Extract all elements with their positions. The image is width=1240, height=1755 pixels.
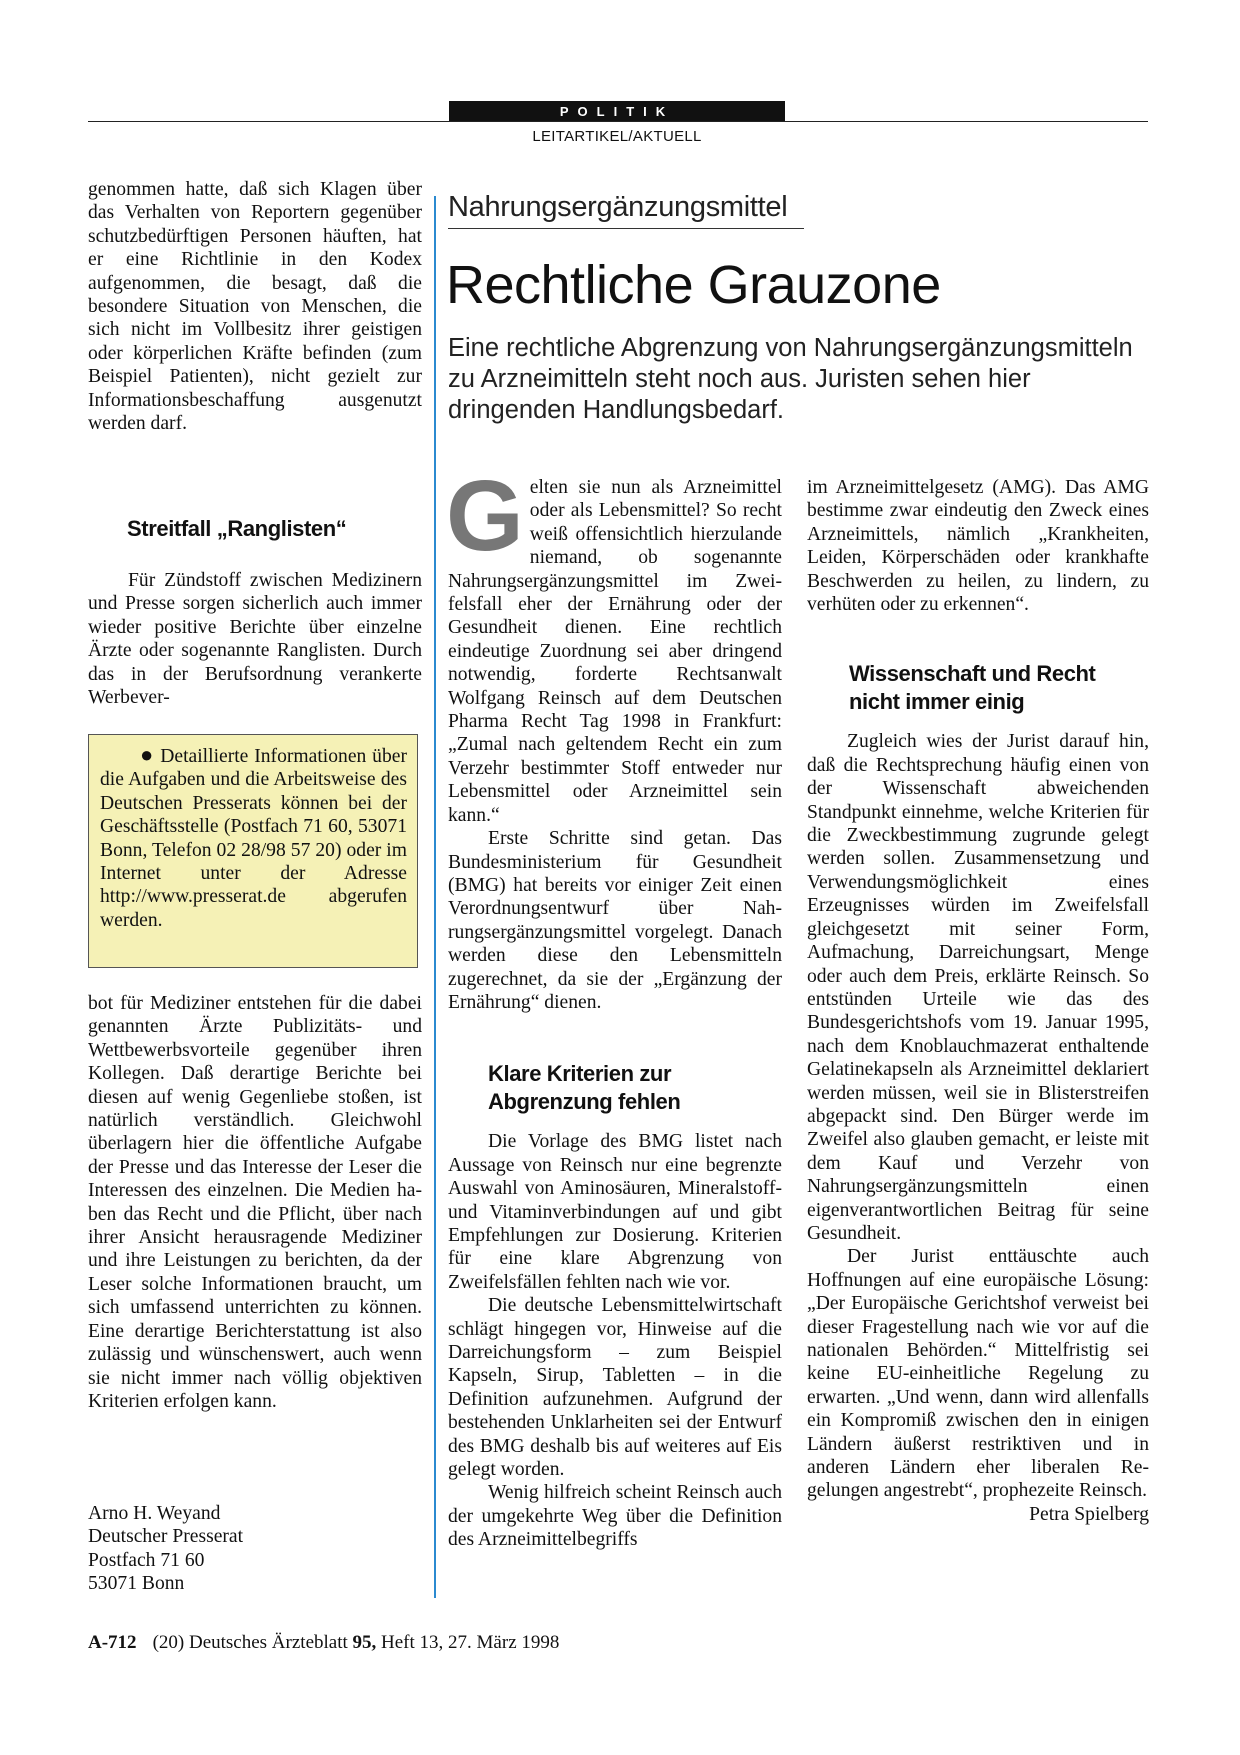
header-rule bbox=[88, 121, 1148, 122]
right-paragraph-3-text: Der Jurist enttäuschte auch Hoffnungen auf eine europäische Lösung: „Der Europäische Gerichtshof verweist bei dieser Fragestellung nach wie vor auf die nationalen Behörden.“ Mittelfristig sei keine EU-einheitliche Regelung zu erwarten. „Und wenn, dann wird allenfalls ein Kompromiß zwischen den in einigen Ländern äußerst restriktiven und in anderen Ländern eher liberalen Regelungen angestrebt“, prophezeite Reinsch. bbox=[807, 1246, 1149, 1502]
middle-paragraph-3: Die Vorlage des BMG listet nach Aussage von Reinsch nur eine begrenzte Auswahl von Aminosäuren, Mineralstoff- und Vitaminverbindungen auf und gibt Empfehlungen zur Dosierung. Kriterien für eine klare Abgrenzung von Zweifelsfällen fehlten nach wie vor. bbox=[448, 1131, 782, 1293]
right-paragraph-1: im Arzneimittelgesetz (AMG). Das AMG bestimme zwar eindeutig den Zweck eines Arzneimittels, nämlich „Krankheiten, Leiden, Körperschäden oder krankhafte Beschwerden zu heilen, zu lindern, zu verhüten oder zu erkennen“. bbox=[807, 477, 1149, 616]
right-column bbox=[807, 476, 1149, 1526]
middle-column bbox=[446, 460, 782, 1552]
middle-paragraph-1 bbox=[446, 460, 782, 827]
article-headline: Rechtliche Grauzone bbox=[446, 255, 941, 315]
left-column-top bbox=[88, 178, 422, 435]
signoff-city: 53071 Bonn bbox=[88, 1573, 185, 1595]
left-subhead: Streitfall „Ranglisten“ bbox=[127, 516, 347, 541]
right-paragraph-3 bbox=[807, 1245, 1149, 1525]
left-column-bottom bbox=[88, 992, 422, 1413]
signoff-block bbox=[88, 1502, 243, 1596]
column-divider bbox=[434, 196, 436, 1598]
right-paragraph-2: Zugleich wies der Jurist darauf hin, daß die Rechtsprechung häufig einen von der Wissenschaft abweichenden Standpunkt einnehme, welche Kriterien für die Zweckbestimmung zugrunde gelegt werden sollen. Zusammensetzung und Verwendungsmöglichkeit eines Erzeugnisses würden im Zweifelsfall gleichgesetzt mit seiner Form, Aufmachung, Darreichungsart, Menge oder auch dem Preis, erklärte Reinsch. So entstünden Urteile wie das des Bundesgerichtshofs vom 19. Januar 1995, nach dem Knoblauchmazerat enthaltende Gelatinekapseln als Arzneimittel deklariert werden müssen, weil sie in Blisterstreifen abgepackt sind. Den Bürger werde im Zweifel also glauben gemacht, er leiste mit dem Kauf und Verzehr von Nahrungsergänzungsmitteln einen eigenverantwortlichen Beitrag für seine Gesundheit. bbox=[807, 731, 1149, 1244]
section-label: POLITIK bbox=[449, 101, 785, 122]
subsection-label: LEITARTIKEL/AKTUELL bbox=[532, 128, 702, 145]
left-paragraph-3: bot für Mediziner entstehen für die dabei genannten Ärzte Publizitäts- und Wettbewerbsvorteile gegenüber ihren Kollegen. Daß derartige Berichte bei diesen auf wenig Gegenliebe stoßen, ist natürlich verständlich. Gleichwohl überlagern hier die öffentliche Aufgabe der Presse und das Interesse der Leser die Interessen des einzelnen. Die Medien haben das Recht und die Pflicht, über nach ihrer Ansicht herausragende Mediziner und ihre Leistungen zu berichten, da der Leser solche Informationen braucht, um sich umfassend unterrichten zu können. Eine derartige Berichterstattung ist also zulässig und wünschenswert, auch wenn sie nicht immer nach völlig objektiven Kriterien erfolgen kann. bbox=[88, 993, 422, 1412]
page-footer bbox=[88, 1632, 559, 1654]
middle-paragraph-1-text: elten sie nun als Arzneimittel oder als Lebensmittel? So recht weiß offensichtlich hierzulande niemand, ob sogenannte Nahrungsergänzungsmittel im Zweifelsfall eher der Ernährung oder der Gesundheit dienen. Eine rechtlich eindeutige Zuordnung sei aber dringend notwendig, forderte Rechtsanwalt Wolfgang Reinsch auf dem Deutschen Pharma Recht Tag 1998 in Frankfurt: „Zumal nach geltendem Recht ein zum Verzehr bestimmter Stoff entweder nur Lebensmittel oder Arzneimittel sein kann.“ bbox=[448, 477, 782, 826]
middle-subhead: Klare Kriterien zur Abgrenzung fehlen bbox=[488, 1061, 681, 1115]
info-box bbox=[88, 734, 418, 968]
article-author: Petra Spielberg bbox=[1029, 1503, 1149, 1525]
page-code: A-712 bbox=[88, 1632, 137, 1653]
left-paragraph-2: Für Zündstoff zwischen Medizinern und Presse sorgen sicherlich auch immer wieder positive Berichte über einzelne Ärzte oder sogenannte Ranglisten. Durch das in der Berufsordnung verankerte Werbever- bbox=[88, 570, 422, 709]
signoff-postbox: Postfach 71 60 bbox=[88, 1549, 205, 1571]
middle-paragraph-5: Wenig hilfreich scheint Reinsch auch der umgekehrte Weg über die Definition des Arzneimittelbegriffs bbox=[448, 1482, 782, 1551]
middle-paragraph-4: Die deutsche Lebensmittelwirtschaft schlägt hingegen vor, Hinweise auf die Darreichungsform – zum Beispiel Kapseln, Sirup, Tabletten – in die Definition aufzunehmen. Aufgrund der bestehenden Unklarheiten sei der Entwurf des BMG deshalb bis auf weiteres auf Eis gelegt worden. bbox=[448, 1295, 782, 1481]
footer-citation: (20) Deutsches Ärzteblatt bbox=[152, 1632, 348, 1653]
footer-volume: 95, bbox=[352, 1632, 377, 1653]
signoff-name: Arno H. Weyand bbox=[88, 1503, 221, 1524]
bullet-icon: ● bbox=[140, 742, 155, 767]
right-subhead: Wissenschaft und Recht nicht immer einig bbox=[849, 661, 1096, 715]
left-paragraph-1: genommen hatte, daß sich Klagen über das Verhalten von Reportern gegenüber schutzbedürftigen Personen häuften, hat er eine Richtlinie in den Kodex aufgenommen, die besagt, daß die besondere Situation von Menschen, die sich nicht im Vollbesitz ihrer geistigen oder körperlichen Kräfte befinden (zum Beispiel Patienten), nicht gezielt zur Informationsbeschaffung ausgenutzt werden darf. bbox=[88, 179, 422, 435]
info-box-text: Detaillierte Informationen über die Aufgaben und die Arbeitsweise des Deutschen Presserats können bei der Geschäftsstelle (Postfach 71 60, 53071 Bonn, Telefon 02 28/98 57 20) oder im Internet unter der Adresse http://www.presserat.de abgerufen werden. bbox=[100, 746, 407, 931]
drop-cap: G bbox=[446, 460, 524, 572]
middle-paragraph-2: Erste Schritte sind getan. Das Bundesministerium für Gesundheit (BMG) hat bereits vor einiger Zeit einen Verordnungsentwurf über Nahrungsergänzungsmittel vorgelegt. Danach werden diese den Lebensmitteln zugerechnet, da sie der „Ergänzung der Ernährung“ dienen. bbox=[448, 828, 782, 1013]
left-column-mid bbox=[88, 569, 422, 709]
footer-issue: Heft 13, 27. März 1998 bbox=[381, 1632, 560, 1653]
signoff-org: Deutscher Presserat bbox=[88, 1526, 244, 1548]
article-lead: Eine rechtliche Abgrenzung von Nahrungsergänzungsmitteln zu Arzneimitteln steht noch aus. Juristen sehen hier dringenden Handlungsbedarf. bbox=[448, 334, 1133, 424]
article-kicker: Nahrungsergänzungsmittel bbox=[448, 191, 804, 229]
